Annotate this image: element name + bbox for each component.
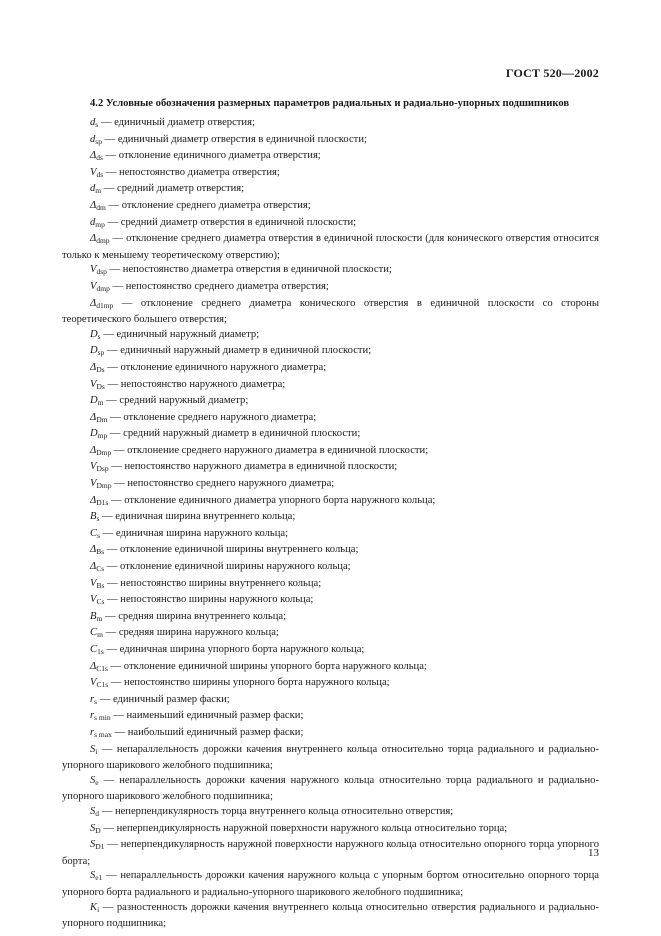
symbol-entry bbox=[62, 560, 599, 577]
symbol-definition: — наименьший единичный размер фаски; bbox=[110, 710, 304, 722]
symbol-subscript: Ds bbox=[96, 364, 105, 374]
symbol-definition: — единичная ширина упорного борта наружного кольца; bbox=[103, 644, 365, 655]
symbol-definition: — отклонение единичной ширины внутреннего кольца; bbox=[104, 544, 359, 556]
symbol-entry bbox=[62, 280, 599, 297]
symbol-subscript: ds bbox=[96, 153, 103, 163]
symbol: D bbox=[90, 428, 98, 440]
symbol: D bbox=[90, 395, 98, 407]
symbol: V bbox=[90, 478, 97, 490]
symbol-subscript: m bbox=[97, 630, 103, 640]
symbol-subscript: s bbox=[97, 530, 100, 540]
symbol-entry bbox=[62, 344, 599, 361]
symbol: Δ bbox=[90, 544, 97, 556]
section-title: 4.2 Условные обозначения размерных параметров радиальных и радиально-упорных подшипников bbox=[90, 98, 570, 109]
symbol-subscript: ds bbox=[96, 169, 104, 179]
symbol-entry bbox=[62, 693, 599, 710]
symbol-definition: — непостоянство ширины наружного кольца; bbox=[104, 594, 314, 606]
symbol: d bbox=[90, 216, 96, 228]
symbol: d bbox=[90, 133, 96, 145]
symbol-subscript: Dmp bbox=[96, 447, 112, 457]
symbol-definition: — отклонение среднего диаметра конического отверстия в единичной плоскости со стороны теоретического большего отверстия; bbox=[62, 297, 599, 326]
symbol-entry bbox=[62, 901, 599, 932]
symbol-definition: — непостоянство среднего диаметра отверстия; bbox=[109, 280, 329, 292]
symbol-definition: — непараллельность дорожки качения внутреннего кольца относительно торца радиального и радиально-упорного шарикового желобного подшипника; bbox=[62, 743, 599, 772]
symbol-subscript: dsp bbox=[96, 267, 107, 277]
symbol-subscript: s max bbox=[94, 729, 112, 739]
symbol: V bbox=[90, 378, 97, 390]
symbol-entry bbox=[62, 328, 599, 345]
symbol-entry bbox=[62, 626, 599, 643]
symbol-definition: — отклонение среднего наружного диаметра в единичной плоскости; bbox=[111, 444, 429, 456]
symbol-subscript: e1 bbox=[95, 873, 103, 883]
symbol-subscript: d1mp bbox=[96, 300, 114, 310]
document-code: ГОСТ 520—2002 bbox=[505, 66, 599, 80]
symbol: Δ bbox=[90, 361, 97, 373]
symbol-subscript: D bbox=[95, 825, 101, 835]
symbol-definition: — средняя ширина наружного кольца; bbox=[102, 627, 279, 639]
symbol-definition: — наибольший единичный размер фаски; bbox=[111, 726, 304, 738]
symbol-entry bbox=[62, 263, 599, 280]
symbol-entry bbox=[62, 460, 599, 477]
symbol-entry bbox=[62, 510, 599, 527]
symbol-subscript: mp bbox=[95, 219, 105, 229]
symbol-subscript: dm bbox=[96, 202, 106, 212]
symbol-subscript: Cs bbox=[96, 597, 105, 607]
symbol-definition: — отклонение единичного наружного диаметра; bbox=[104, 361, 327, 373]
symbol-subscript: Cs bbox=[96, 564, 105, 574]
symbol-definition: — разностенность дорожки качения внутреннего кольца относительно отверстия радиального и радиально-упорного подшипника; bbox=[62, 901, 599, 930]
symbol: Δ bbox=[90, 199, 97, 211]
symbol-entry bbox=[62, 297, 599, 328]
symbol: V bbox=[90, 461, 97, 473]
symbol-subscript: s bbox=[97, 331, 101, 341]
symbol-subscript: sp bbox=[95, 136, 102, 146]
symbol-entry bbox=[62, 216, 599, 233]
symbol-definition: — единичная ширина наружного кольца; bbox=[100, 527, 289, 539]
symbol-definition: — средний наружный диаметр; bbox=[103, 395, 249, 407]
symbol-definition: — непостоянство наружного диаметра; bbox=[104, 378, 286, 390]
symbol: d bbox=[90, 183, 96, 195]
symbol-definition: — непостоянство ширины упорного борта наружного кольца; bbox=[108, 677, 390, 689]
symbol-entry bbox=[62, 838, 599, 869]
symbol-subscript: 1s bbox=[97, 647, 104, 656]
symbol: B bbox=[90, 610, 97, 622]
symbol-subscript: Dmp bbox=[96, 481, 112, 491]
symbol-entry bbox=[62, 149, 599, 166]
symbol-definition: — отклонение единичного диаметра отверстия; bbox=[102, 150, 321, 162]
symbol: Δ bbox=[90, 494, 97, 506]
symbol: Δ bbox=[90, 233, 97, 245]
symbol-entry bbox=[62, 133, 599, 150]
symbol-entry bbox=[62, 577, 599, 594]
symbol-subscript: s bbox=[95, 120, 99, 129]
symbol-entry bbox=[62, 527, 599, 544]
symbol-subscript: e bbox=[95, 777, 99, 787]
symbol-entry bbox=[62, 411, 599, 428]
symbol-entry bbox=[62, 427, 599, 444]
symbol: S bbox=[90, 743, 96, 755]
symbol-subscript: C1s bbox=[96, 663, 108, 673]
symbol: S bbox=[90, 870, 96, 882]
symbol-definition: — отклонение единичной ширины упорного борта наружного кольца; bbox=[107, 660, 427, 672]
symbol: S bbox=[90, 822, 96, 834]
symbol-definition: — непостоянство диаметра отверстия; bbox=[103, 166, 280, 178]
symbol-subscript: s bbox=[96, 514, 100, 524]
symbol-entry bbox=[62, 182, 599, 199]
symbol-subscript: i bbox=[97, 904, 100, 914]
symbol-entry bbox=[62, 726, 599, 743]
symbol-definition: — единичный диаметр отверстия в единичной плоскости; bbox=[101, 133, 367, 145]
symbol: S bbox=[90, 839, 96, 851]
symbol-definition: — неперпендикулярность наружной поверхности наружного кольца относительно опорного торца упорного борта; bbox=[62, 839, 599, 867]
symbol-subscript: m bbox=[96, 613, 103, 623]
symbol: C bbox=[90, 627, 98, 639]
symbol-definition: — отклонение единичной ширины наружного кольца; bbox=[104, 561, 351, 573]
symbol-subscript: m bbox=[97, 398, 104, 408]
symbol-subscript: dmp bbox=[96, 283, 110, 293]
symbol-subscript: sp bbox=[97, 348, 105, 358]
symbol-entry bbox=[62, 361, 599, 378]
symbol-definition: — средняя ширина внутреннего кольца; bbox=[102, 610, 287, 622]
symbol: V bbox=[90, 577, 97, 589]
symbol-definition: — непостоянство среднего наружного диаметра; bbox=[111, 478, 335, 490]
symbol: r bbox=[90, 710, 95, 722]
symbol-definition: — непостоянство ширины внутреннего кольца; bbox=[104, 577, 322, 589]
page-number: 13 bbox=[588, 847, 599, 859]
symbol: V bbox=[90, 166, 97, 178]
symbol: C bbox=[90, 527, 98, 539]
symbol-definition: — средний наружный диаметр в единичной плоскости; bbox=[107, 428, 361, 440]
symbol-entry bbox=[62, 444, 599, 461]
symbol-subscript: Bs bbox=[96, 580, 105, 590]
symbol-entry bbox=[62, 676, 599, 693]
symbol-definition: — средний диаметр отверстия в единичной плоскости; bbox=[104, 216, 357, 228]
symbol-entry bbox=[62, 232, 599, 263]
symbol-definition: — непараллельность дорожки качения наружного кольца относительно торца радиального и радиально-упорного шарикового желобного подшипника; bbox=[62, 774, 599, 803]
symbol-definition: — отклонение среднего диаметра отверстия в единичной плоскости (для конического отверстия относится только к меньшему теоретическому отверстию); bbox=[62, 233, 599, 261]
symbol-definition: — неперпендикулярность торца внутреннего кольца относительно отверстия; bbox=[99, 805, 454, 817]
symbol-definition: — непостоянство диаметра отверстия в единичной плоскости; bbox=[106, 264, 392, 276]
symbol-subscript: s bbox=[94, 696, 98, 706]
symbol-subscript: Dm bbox=[96, 414, 108, 424]
symbol: Δ bbox=[90, 150, 97, 162]
symbol-entry bbox=[62, 774, 599, 805]
symbol: V bbox=[90, 677, 97, 689]
symbol-subscript: Bs bbox=[96, 547, 105, 557]
symbol-subscript: m bbox=[95, 186, 102, 196]
symbol-entry bbox=[62, 593, 599, 610]
symbol-entry bbox=[62, 199, 599, 216]
symbol: d bbox=[90, 117, 96, 128]
symbol-subscript: mp bbox=[97, 431, 108, 441]
symbol-subscript: C1s bbox=[96, 680, 109, 690]
symbol: Δ bbox=[90, 561, 97, 573]
symbol: r bbox=[90, 693, 95, 705]
symbol: V bbox=[90, 594, 97, 606]
symbol: S bbox=[90, 805, 96, 817]
symbol: K bbox=[90, 901, 98, 913]
symbol-entry bbox=[62, 543, 599, 560]
symbol: B bbox=[90, 511, 97, 523]
symbol-subscript: d bbox=[95, 808, 100, 818]
symbol-entry bbox=[62, 610, 599, 627]
symbol: r bbox=[90, 726, 95, 738]
symbol-subscript: D1s bbox=[96, 497, 109, 507]
symbol-subscript: Ds bbox=[96, 381, 105, 391]
symbol: C bbox=[90, 644, 98, 655]
symbol-list bbox=[62, 116, 599, 932]
symbol: V bbox=[90, 264, 97, 276]
symbol: Δ bbox=[90, 411, 97, 423]
symbol-entry bbox=[62, 805, 599, 822]
symbol-definition: — единичный наружный диаметр; bbox=[100, 328, 260, 340]
symbol-definition: — непараллельность дорожки качения наружного кольца с упорным бортом относительно опорного торца упорного борта радиального и радиально-упорного шарикового желобного подшипника; bbox=[62, 870, 599, 898]
symbol-definition: — отклонение среднего диаметра отверстия; bbox=[105, 199, 311, 211]
symbol-entry bbox=[62, 869, 599, 900]
symbol-definition: — единичный размер фаски; bbox=[97, 693, 230, 705]
symbol: Δ bbox=[90, 660, 97, 672]
symbol: Δ bbox=[90, 297, 97, 309]
symbol-subscript: Dsp bbox=[96, 464, 109, 474]
symbol: D bbox=[90, 345, 98, 357]
symbol-entry bbox=[62, 709, 599, 726]
symbol-entry bbox=[62, 116, 599, 133]
symbol-subscript: D1 bbox=[95, 842, 105, 852]
symbol-definition: — единичный наружный диаметр в единичной плоскости; bbox=[104, 345, 372, 357]
symbol-subscript: s min bbox=[94, 713, 111, 723]
symbol-entry bbox=[62, 477, 599, 494]
symbol-definition: — единичный диаметр отверстия; bbox=[98, 117, 255, 128]
symbol-definition: — средний диаметр отверстия; bbox=[101, 183, 245, 195]
symbol-definition: — неперпендикулярность наружной поверхности наружного кольца относительно торца; bbox=[100, 822, 508, 834]
symbol-definition: — непостоянство наружного диаметра в единичной плоскости; bbox=[108, 461, 398, 473]
symbol-subscript: dmp bbox=[96, 236, 110, 246]
symbol-subscript: i bbox=[95, 746, 98, 756]
symbol: S bbox=[90, 774, 96, 786]
symbol-entry bbox=[62, 643, 599, 660]
symbol: D bbox=[90, 328, 98, 340]
symbol: V bbox=[90, 280, 97, 292]
symbol-definition: — отклонение единичного диаметра упорного борта наружного кольца; bbox=[108, 494, 436, 506]
symbol: Δ bbox=[90, 444, 97, 456]
symbol-definition: — единичная ширина внутреннего кольца; bbox=[99, 511, 296, 523]
symbol-entry bbox=[62, 494, 599, 511]
symbol-entry bbox=[62, 378, 599, 395]
symbol-entry bbox=[62, 394, 599, 411]
symbol-entry bbox=[62, 743, 599, 774]
symbol-entry bbox=[62, 166, 599, 183]
symbol-entry bbox=[62, 822, 599, 839]
symbol-entry bbox=[62, 660, 599, 677]
symbol-definition: — отклонение среднего наружного диаметра; bbox=[107, 411, 317, 423]
